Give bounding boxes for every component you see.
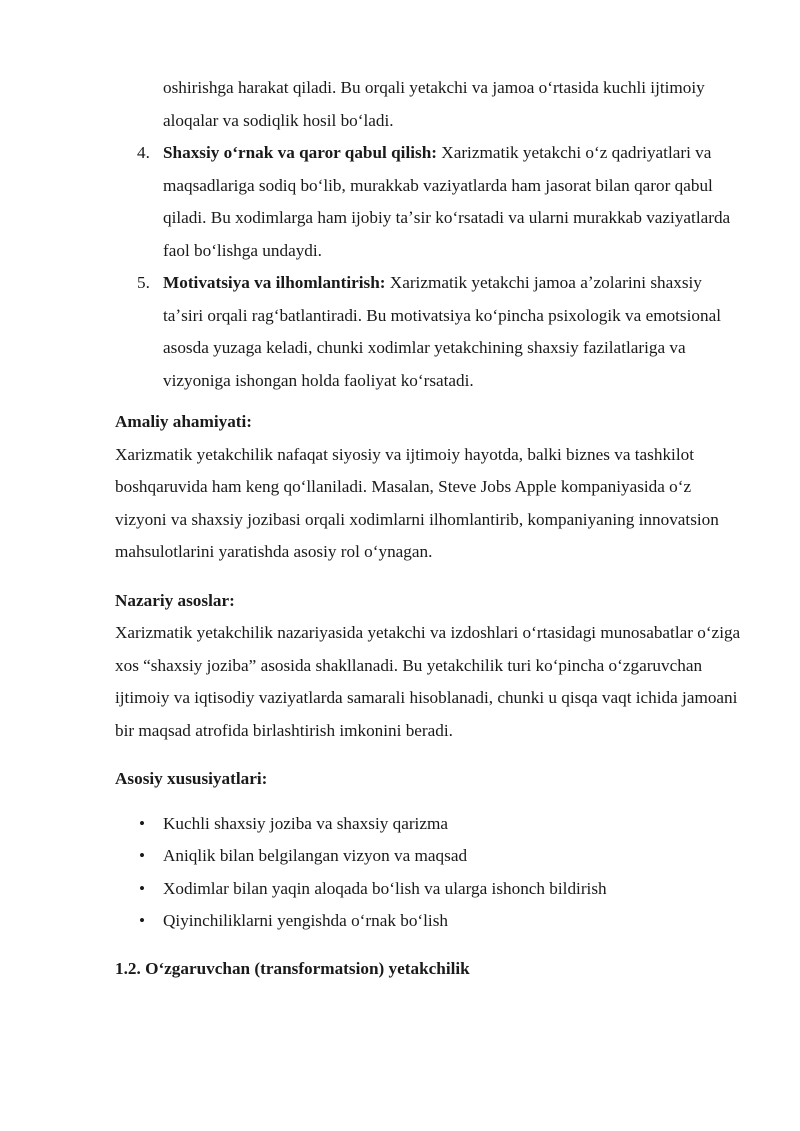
numbered-items (115, 137, 746, 397)
section-paragraph: Xarizmatik yetakchilik nafaqat siyosiy va ijtimoiy hayotda, balki biznes va tashkilot boshqaruvida ham keng qoʻllaniladi. Masalan, Steve Jobs Apple kompaniyasida oʻz vizyoni va shaxsiy jozibasi orqali xodimlarni ilhomlantirib, kompaniyaning innovatsion mahsulotlarini yaratishda asosiy rol oʻynagan. (115, 444, 719, 561)
numbered-list (115, 0, 746, 397)
bullet-text: Kuchli shaxsiy joziba va shaxsiy qarizma (163, 813, 448, 833)
bullet-text: Xodimlar bilan yaqin aloqada boʻlish va ularga ishonch bildirish (163, 878, 607, 898)
bullet-icon: • (139, 813, 146, 833)
bullet-icon: • (139, 878, 146, 898)
list-item-title: Shaxsiy oʻrnak va qaror qabul qilish: (163, 143, 442, 162)
list-item-4 (115, 137, 746, 267)
section-amaliy (115, 406, 746, 569)
list-number: 5. (137, 273, 150, 292)
section-heading: Nazariy asoslar: (115, 590, 235, 610)
section-nazariy (115, 585, 746, 748)
bullet-icon: • (139, 911, 146, 930)
list-item-5 (115, 267, 746, 397)
section-paragraph: Xarizmatik yetakchilik nazariyasida yetakchi va izdoshlari oʻrtasidagi munosabatlar oʻziga xos “shaxsiy joziba” asosida shakllanadi. Bu yetakchilik turi koʻpincha oʻzgaruvchan ijtimoiy va iqtisodiy vaziyatlarda samarali hisoblanadi, chunki u qisqa vaqt ichida jamoani bir maqsad atrofida birlashtirish imkonini beradi. (115, 623, 741, 740)
bullet-text: Qiyinchiliklarni yengishda oʻrnak boʻlish (163, 911, 448, 930)
bullet-item (115, 905, 746, 938)
list-item-text: Xarizmatik yetakchi jamoa aʼzolarini shaxsiy taʼsiri orqali ragʻbatlantiradi. Bu motivatsiya koʻpincha psixologik va emotsional asosda yuzaga keladi, chunki xodimlar yetakchining shaxsiy fazilatlariga va vizyoniga ishongan holda faoliyat koʻrsatadi. (163, 273, 721, 390)
bullet-list (115, 808, 746, 938)
bullet-item (115, 808, 746, 841)
list-item-text: Xarizmatik yetakchi oʻz qadriyatlari va maqsadlariga sodiq boʻlib, murakkab vaziyatlarda ham jasorat bilan qaror qabul qiladi. Bu xodimlarga ham ijobiy taʼsir koʻrsatadi va ularni murakkab vaziyatlarda faol boʻlishga undaydi. (163, 143, 731, 260)
list-item-continuation: oshirishga harakat qiladi. Bu orqali yetakchi va jamoa oʻrtasida kuchli ijtimoiy aloqalar va sodiqlik hosil boʻladi. (163, 78, 705, 130)
list-number: 4. (137, 143, 150, 162)
bullet-icon: • (139, 846, 146, 865)
section-heading: Amaliy ahamiyati: (115, 412, 253, 431)
list-item-title: Motivatsiya va ilhomlantirish: (163, 273, 390, 292)
bullet-item (115, 840, 746, 873)
section-asosiy (115, 763, 746, 938)
bullet-item (115, 873, 746, 906)
section-heading: Asosiy xususiyatlari: (115, 769, 268, 788)
next-section-heading: 1.2. Oʻzgaruvchan (transformatsion) yetakchilik (115, 958, 470, 978)
bullet-text: Aniqlik bilan belgilangan vizyon va maqsad (163, 846, 468, 865)
